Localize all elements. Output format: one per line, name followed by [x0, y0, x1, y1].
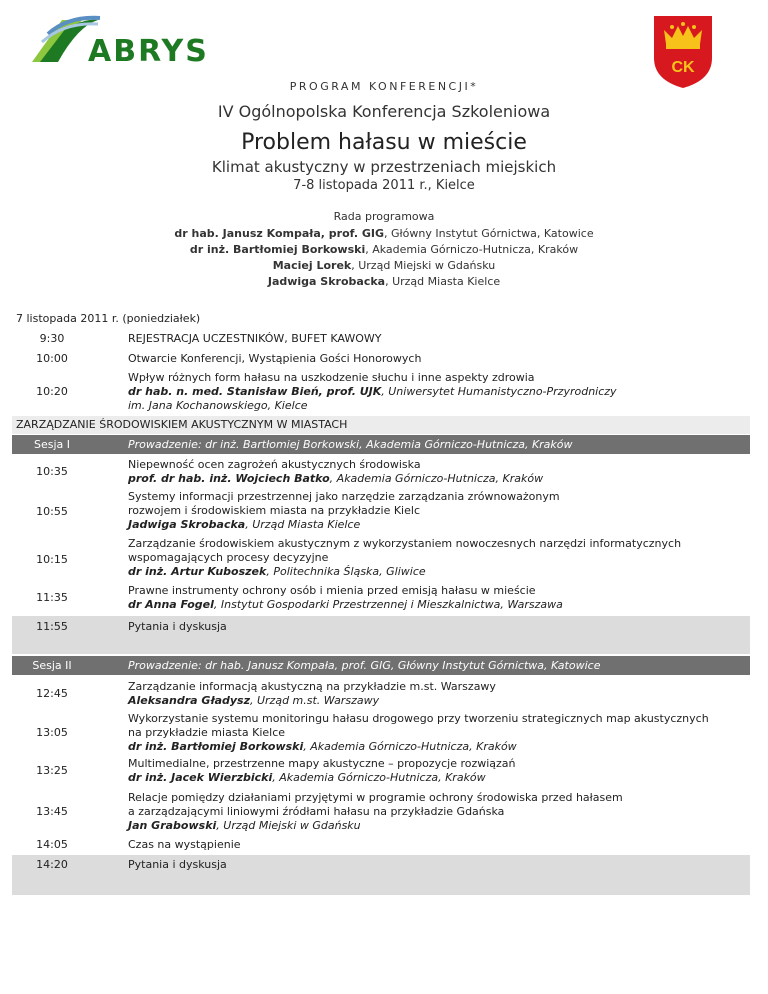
- section-header: ZARZĄDZANIE ŚRODOWISKIEM AKUSTYCZNYM W MIASTACH: [12, 416, 750, 434]
- schedule-row: [12, 490, 750, 534]
- session-header: [12, 656, 750, 675]
- schedule-row: [12, 757, 750, 787]
- desc-cell: Wpływ różnych form hałasu na uszkodzenie słuchu i inne aspekty zdrowia dr hab. n. med. Stanisław Bień, prof. UJK, Uniwersytet Humanistyczno-Przyrodniczy im. Jana Kochanowskiego, Kielce: [128, 371, 617, 412]
- discussion-row: [12, 855, 750, 895]
- desc-cell: Wykorzystanie systemu monitoringu hałasu drogowego przy tworzeniu strategicznych map akustycznych na przykładzie miasta Kielce dr inż. Bartłomiej Borkowski, Akademia Górniczo-Hutnicza, Kraków: [128, 712, 709, 753]
- subtitle: Klimat akustyczny w przestrzeniach miejskich: [211, 158, 557, 176]
- session-label: Sesja II: [32, 659, 72, 672]
- main-title: Problem hałasu w mieście: [241, 130, 527, 155]
- schedule-row: [12, 332, 750, 350]
- session-moderator: Prowadzenie: dr inż. Bartłomiej Borkowski, Akademia Górniczo-Hutnicza, Kraków: [128, 438, 573, 451]
- conference-name: IV Ogólnopolska Konferencja Szkoleniowa: [217, 102, 551, 121]
- desc-cell: Relacje pomiędzy działaniami przyjętymi w programie ochrony środowiska przed hałasem a zarządzającymi liniowymi źródłami hałasu na przykładzie Gdańska Jan Grabowski, Urząd Miejski w Gdańsku: [128, 791, 623, 832]
- time-cell: 14:20: [36, 858, 68, 871]
- abrys-logo-text: ABRYS: [88, 34, 209, 69]
- desc-cell: Zarządzanie środowiskiem akustycznym z wykorzystaniem nowoczesnych narzędzi informatycznych wspomagających procesy decyzyjne dr inż. Artur Kuboszek, Politechnika Śląska, Gliwice: [128, 537, 682, 578]
- time-cell: 11:55: [36, 620, 68, 633]
- council-title: Rada programowa: [333, 210, 435, 223]
- schedule-row: [12, 791, 750, 835]
- abrys-logo: [28, 14, 218, 69]
- day-label: 7 listopada 2011 r. (poniedziałek): [16, 312, 201, 325]
- desc-cell: Multimedialne, przestrzenne mapy akustyczne – propozycje rozwiązań dr inż. Jacek Wierzbicki, Akademia Górniczo-Hutnicza, Kraków: [128, 757, 516, 784]
- crest-text: CK: [671, 59, 695, 76]
- time-cell: 10:55: [36, 505, 68, 518]
- time-cell: 10:35: [36, 465, 68, 478]
- council-member: Jadwiga Skrobacka, Urząd Miasta Kielce: [267, 275, 501, 288]
- session-header: [12, 435, 750, 454]
- schedule-row: [12, 584, 750, 614]
- time-cell: 11:35: [36, 591, 68, 604]
- program-label: PROGRAM KONFERENCJI*: [289, 80, 479, 93]
- council-member: dr hab. Janusz Kompała, prof. GIG, Główny Instytut Górnictwa, Katowice: [174, 227, 594, 240]
- desc-cell: Czas na wystąpienie: [128, 838, 241, 851]
- time-cell: 13:25: [36, 764, 68, 777]
- schedule-row: [12, 680, 750, 710]
- desc-cell: Systemy informacji przestrzennej jako narzędzie zarządzania zrównoważonym rozwojem i środowiskiem miasta na przykładzie Kielc Jadwiga Skrobacka, Urząd Miasta Kielce: [128, 490, 560, 531]
- session-moderator: Prowadzenie: dr hab. Janusz Kompała, prof. GIG, Główny Instytut Górnictwa, Katowice: [128, 659, 601, 672]
- desc-cell: Niepewność ocen zagrożeń akustycznych środowiska prof. dr hab. inż. Wojciech Batko, Akademia Górniczo-Hutnicza, Kraków: [128, 458, 544, 485]
- time-cell: 10:20: [36, 385, 68, 398]
- time-cell: 10:15: [36, 553, 68, 566]
- schedule-row: [12, 352, 750, 370]
- desc-cell: Otwarcie Konferencji, Wystąpienia Gości Honorowych: [128, 352, 422, 365]
- desc-cell: Prawne instrumenty ochrony osób i mienia przed emisją hałasu w mieście dr Anna Fogel, Instytut Gospodarki Przestrzennej i Mieszkalnictwa, Warszawa: [128, 584, 563, 611]
- council-list: [0, 226, 768, 290]
- time-cell: 13:45: [36, 805, 68, 818]
- time-cell: 10:00: [36, 352, 68, 365]
- discussion-row: [12, 616, 750, 654]
- council-member: dr inż. Bartłomiej Borkowski, Akademia Górniczo-Hutnicza, Kraków: [189, 243, 579, 256]
- schedule-row: [12, 537, 750, 581]
- council-member: Maciej Lorek, Urząd Miejski w Gdańsku: [272, 259, 496, 272]
- time-cell: 12:45: [36, 687, 68, 700]
- time-cell: 14:05: [36, 838, 68, 851]
- conference-dates: 7-8 listopada 2011 r., Kielce: [293, 178, 475, 193]
- desc-cell: REJESTRACJA UCZESTNIKÓW, BUFET KAWOWY: [128, 332, 382, 345]
- schedule-row: [12, 458, 750, 488]
- time-cell: 9:30: [39, 332, 65, 345]
- desc-cell: Pytania i dyskusja: [128, 858, 227, 871]
- schedule-row: [12, 712, 750, 756]
- schedule-row: [12, 371, 750, 413]
- schedule-row: [12, 838, 750, 856]
- session-label: Sesja I: [33, 438, 71, 451]
- desc-cell: Zarządzanie informacją akustyczną na przykładzie m.st. Warszawy Aleksandra Gładysz, Urząd m.st. Warszawy: [128, 680, 496, 707]
- kielce-crest: [652, 14, 714, 90]
- desc-cell: Pytania i dyskusja: [128, 620, 227, 633]
- time-cell: 13:05: [36, 726, 68, 739]
